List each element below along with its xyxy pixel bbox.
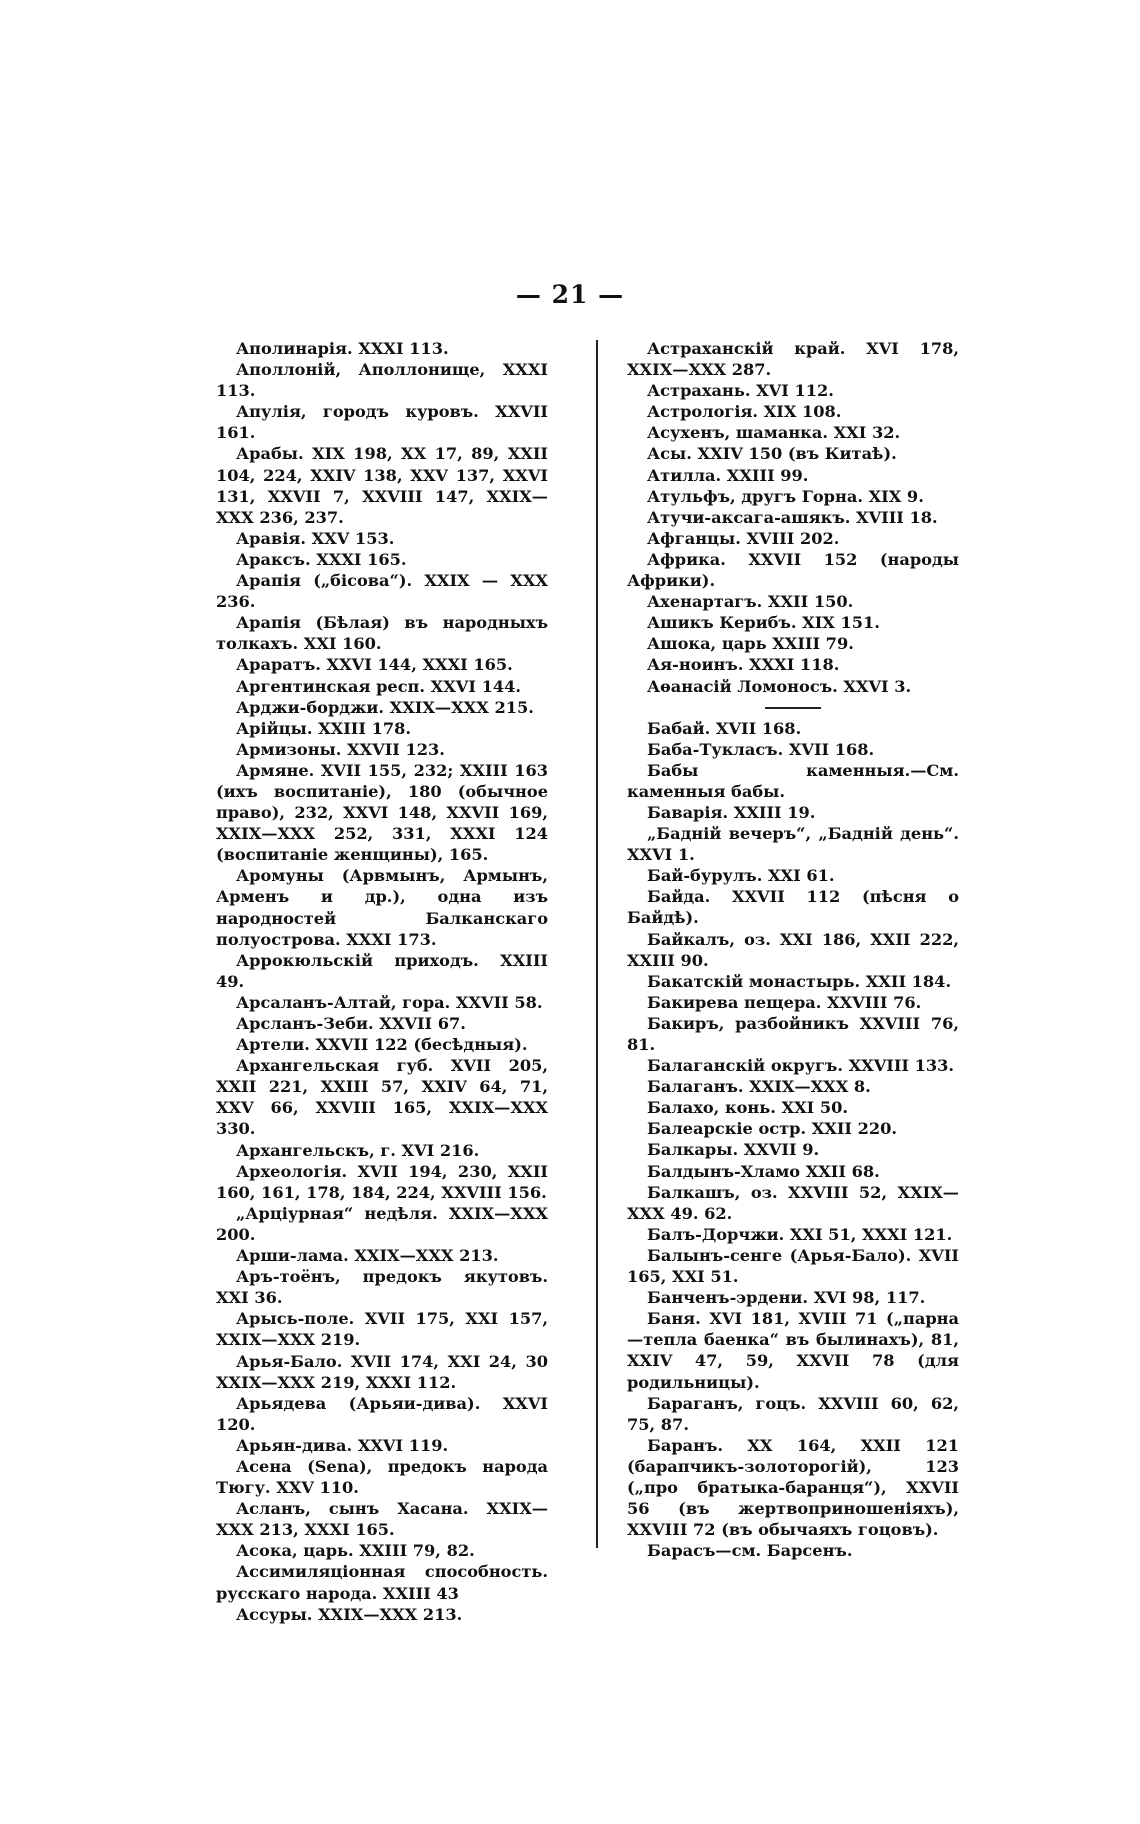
index-entry: Баранъ. XX 164, XXII 121 (барапчикъ-золоторогій), 123 („про братыка-баранця“), XXVII 56 (въ жертвоприношеніяхъ), XXVIII 72 (въ обычаяхъ гоцовъ). <box>627 1435 959 1540</box>
index-entry: Ахенартагъ. XXII 150. <box>647 592 854 612</box>
index-entry: Балкашъ, оз. XXVIII 52, XXIX—XXX 49. 62. <box>627 1182 959 1223</box>
index-entry: Балкары. XXVII 9. <box>647 1140 820 1160</box>
index-entry: Балахо, конь. XXI 50. <box>647 1098 849 1118</box>
index-entry: Бакирева пещера. XXVIII 76. <box>647 992 922 1012</box>
left-column <box>216 338 548 1625</box>
index-entry: Баня. XVI 181, XVIII 71 („парна—тепла баенка“ въ былинахъ), 81, XXIV 47, 59, XXVII 78 (для родильницы). <box>627 1309 959 1392</box>
index-entry: Артели. XXVII 122 (бесѣдныя). <box>236 1035 528 1055</box>
index-entry: Арья-Бало. XVII 174, XXI 24, 30 XXIX—XXX 219, XXXI 112. <box>216 1351 548 1392</box>
index-entry: Бай-бурулъ. XXI 61. <box>647 866 835 886</box>
index-entry: Баварія. XXIII 19. <box>647 802 816 822</box>
index-entry: Апулія, городъ куровъ. XXVII 161. <box>216 402 548 443</box>
index-entry: Арапія („бісова“). XXIX — XXX 236. <box>216 571 548 612</box>
index-entry: Ассуры. XXIX—XXX 213. <box>236 1604 463 1624</box>
index-entry: Аполинарія. XXXI 113. <box>236 339 449 358</box>
index-entry: Бакатскій монастырь. XXII 184. <box>647 971 952 991</box>
index-entry: Армяне. XVII 155, 232; XXIII 163 (ихъ воспитаніе), 180 (обычное право), 232, XXVI 148, XXVII 169, XXIX—XXX 252, 331, XXXI 124 (воспитаніе женщины), 165. <box>216 760 548 865</box>
index-entry: Астрологія. XIX 108. <box>647 402 842 422</box>
index-entry: Ашока, царь XXIII 79. <box>647 634 854 654</box>
index-entry: Асы. XXIV 150 (въ Китаѣ). <box>647 444 897 464</box>
index-entry: Аполлоній, Аполлонище, XXXI 113. <box>216 360 548 401</box>
index-entry: Африка. XXVII 152 (народы Африки). <box>627 549 959 591</box>
index-entry: Асока, царь. XXIII 79, 82. <box>236 1541 475 1561</box>
index-entry: Астраханскій край. XVI 178, XXIX—XXX 287. <box>627 339 959 380</box>
right-column <box>627 338 959 1561</box>
index-entry: Асухенъ, шаманка. XXI 32. <box>647 423 901 443</box>
index-entry: Ая-ноинъ. XXXI 118. <box>647 655 840 675</box>
index-entry: Архангельская губ. XVII 205, XXII 221, XXIII 57, XXIV 64, 71, XXV 66, XXVIII 165, XXIX—XXX 330. <box>216 1056 548 1139</box>
index-entry: Араратъ. XXVI 144, XXXI 165. <box>236 655 513 675</box>
index-entry: Бакиръ, разбойникъ XXVIII 76, 81. <box>627 1013 959 1054</box>
index-entry: Арсланъ-Зеби. XXVII 67. <box>236 1014 466 1033</box>
index-entry: Археологія. XVII 194, 230, XXII 160, 161, 178, 184, 224, XXVIII 156. <box>216 1161 548 1202</box>
index-entry: Бабы каменныя.—См. каменныя бабы. <box>627 760 959 801</box>
index-entry: „Бадній вечеръ“, „Бадній день“. XXVI 1. <box>627 824 959 865</box>
index-entry: Архангельскъ, г. XVI 216. <box>236 1140 480 1160</box>
index-entry: Балеарскіе остр. XXII 220. <box>647 1119 898 1139</box>
index-entry: Арьян-дива. XXVI 119. <box>236 1435 449 1455</box>
index-entry: Астрахань. XVI 112. <box>647 381 834 401</box>
index-entry: Байда. XXVII 112 (пѣсня о Байдѣ). <box>627 887 959 928</box>
index-entry: Аравія. XXV 153. <box>236 528 395 548</box>
index-entry: Аррокюльскій приходъ. XXIII 49. <box>216 950 548 991</box>
index-entry: Атульфъ, другъ Горна. XIX 9. <box>647 486 924 506</box>
index-entry: Аромуны (Арвмынъ, Армынъ, Арменъ и др.), одна изъ народностей Балканскаго полуострова. XXXI 173. <box>216 866 548 949</box>
index-entry: Банченъ-эрдени. XVI 98, 117. <box>647 1288 926 1308</box>
index-entry: Араксъ. XXXI 165. <box>236 549 407 569</box>
index-entry: Армизоны. XXVII 123. <box>236 739 445 759</box>
index-entry: Аѳанасій Ломоносъ. XXVI 3. <box>647 676 912 696</box>
index-entry: Бараганъ, гоцъ. XXVIII 60, 62, 75, 87. <box>627 1393 959 1434</box>
index-entry: Аръ-тоёнъ, предокъ якутовъ. XXI 36. <box>216 1267 548 1308</box>
index-entry: Ашикъ Керибъ. XIX 151. <box>647 613 880 633</box>
index-entry: Асланъ, сынъ Хасана. XXIX—XXX 213, XXXI 165. <box>216 1499 548 1540</box>
column-divider <box>596 340 598 1548</box>
index-entry: Байкалъ, оз. XXI 186, XXII 222, XXIII 90. <box>627 929 959 970</box>
index-entry: Арапія (Бѣлая) въ народныхъ толкахъ. XXI 160. <box>216 613 548 654</box>
index-entry: „Арціурная“ недѣля. XXIX—XXX 200. <box>216 1203 548 1244</box>
index-entry: Бабай. XVII 168. <box>647 718 802 738</box>
index-entry: Барасъ—см. Барсенъ. <box>647 1541 853 1561</box>
index-entry: Балдынъ-Хламо XXII 68. <box>647 1161 880 1181</box>
index-entry: Арджи-борджи. XXIX—XXX 215. <box>236 697 534 717</box>
page-number: — 21 — <box>515 280 625 309</box>
index-entry: Ассимиляціонная способность. русскаго народа. XXIII 43 <box>216 1562 548 1603</box>
section-separator <box>627 697 959 718</box>
index-entry: Баба-Тукласъ. XVII 168. <box>647 739 875 759</box>
index-entry: Арьядева (Арьяи-дива). XXVI 120. <box>216 1393 548 1434</box>
index-entry: Арабы. XIX 198, XX 17, 89, XXII 104, 224, XXIV 138, XXV 137, XXVI 131, XXVII 7, XXVIII 147, XXIX—XXX 236, 237. <box>216 444 548 527</box>
right-column-a-section <box>627 338 959 697</box>
index-entry: Арійцы. XXIII 178. <box>236 718 412 738</box>
index-entry: Атилла. XXIII 99. <box>647 465 809 485</box>
index-entry: Аргентинская респ. XXVI 144. <box>236 676 521 696</box>
index-entry: Балаганъ. XXIX—XXX 8. <box>647 1077 871 1097</box>
right-column-b-section <box>627 718 959 1562</box>
index-entry: Афганцы. XVIII 202. <box>647 528 840 548</box>
index-entry: Арысь-поле. XVII 175, XXI 157, XXIX—XXX 219. <box>216 1309 548 1350</box>
index-entry: Атучи-аксага-ашякъ. XVIII 18. <box>647 507 938 527</box>
index-entry: Арсаланъ-Алтай, гора. XXVII 58. <box>236 992 543 1012</box>
index-entry: Балынъ-сенге (Арья-Бало). XVII 165, XXI 51. <box>627 1245 959 1287</box>
index-entry: Арши-лама. XXIX—XXX 213. <box>236 1246 499 1266</box>
index-entry: Асена (Sena), предокъ народа Тюгу. XXV 110. <box>216 1456 548 1498</box>
index-entry: Балаганскій округъ. XXVIII 133. <box>647 1056 955 1076</box>
index-entry: Балъ-Дорчжи. XXI 51, XXXI 121. <box>647 1224 953 1244</box>
